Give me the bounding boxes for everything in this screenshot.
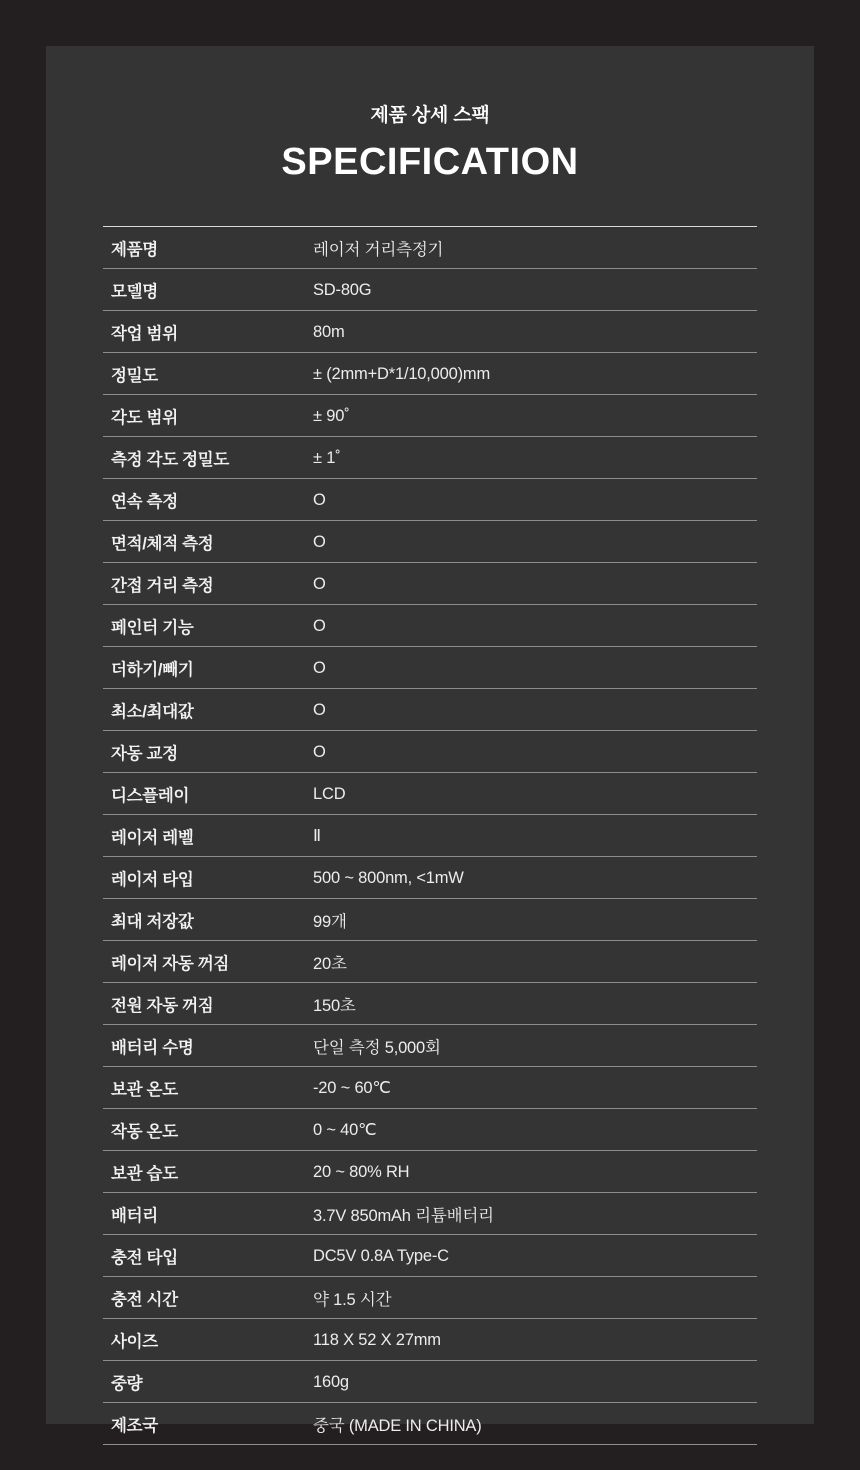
table-row bbox=[103, 1025, 757, 1067]
spec-label: 모델명 bbox=[111, 283, 158, 301]
spec-label: 제조국 bbox=[111, 1417, 158, 1435]
spec-label: 중량 bbox=[111, 1375, 143, 1393]
spec-value: 중국 (MADE IN CHINA) bbox=[313, 1417, 482, 1435]
spec-value: 160g bbox=[313, 1372, 349, 1391]
table-row bbox=[103, 353, 757, 395]
specification-table-body bbox=[103, 227, 757, 1445]
table-row bbox=[103, 311, 757, 353]
table-row bbox=[103, 479, 757, 521]
table-row bbox=[103, 689, 757, 731]
spec-label: 배터리 bbox=[111, 1207, 158, 1225]
table-row bbox=[103, 1193, 757, 1235]
spec-label: 정밀도 bbox=[111, 367, 158, 385]
table-row bbox=[103, 1109, 757, 1151]
table-row bbox=[103, 437, 757, 479]
table-row bbox=[103, 521, 757, 563]
spec-label: 페인터 기능 bbox=[111, 619, 194, 637]
spec-label: 충전 타입 bbox=[111, 1249, 178, 1267]
spec-value: O bbox=[313, 700, 326, 719]
spec-value: O bbox=[313, 658, 326, 677]
spec-value: 99개 bbox=[313, 913, 347, 931]
spec-value: 3.7V 850mAh 리튬배터리 bbox=[313, 1207, 494, 1225]
spec-value: 단일 측정 5,000회 bbox=[313, 1039, 441, 1057]
spec-label: 배터리 수명 bbox=[111, 1039, 194, 1057]
table-row bbox=[103, 605, 757, 647]
table-row bbox=[103, 563, 757, 605]
spec-label: 더하기/빼기 bbox=[111, 661, 194, 679]
spec-value: 약 1.5 시간 bbox=[313, 1291, 392, 1309]
table-row bbox=[103, 1361, 757, 1403]
table-row bbox=[103, 395, 757, 437]
spec-eyebrow: 제품 상세 스팩 bbox=[370, 105, 490, 126]
spec-value: 150초 bbox=[313, 997, 356, 1015]
spec-value: 500 ~ 800nm, <1mW bbox=[313, 868, 464, 887]
spec-label: 충전 시간 bbox=[111, 1291, 178, 1309]
spec-label: 보관 습도 bbox=[111, 1165, 178, 1183]
spec-label: 최대 저장값 bbox=[111, 913, 194, 931]
spec-label: 자동 교정 bbox=[111, 745, 178, 763]
spec-value: 0 ~ 40℃ bbox=[313, 1121, 377, 1139]
specification-table bbox=[103, 226, 757, 1445]
table-row bbox=[103, 1067, 757, 1109]
spec-label: 레이저 타입 bbox=[111, 871, 194, 889]
spec-label: 최소/최대값 bbox=[111, 703, 194, 721]
spec-value: 80m bbox=[313, 322, 345, 341]
table-row bbox=[103, 983, 757, 1025]
spec-value: O bbox=[313, 490, 326, 509]
spec-label: 제품명 bbox=[111, 241, 158, 259]
spec-label: 전원 자동 꺼짐 bbox=[111, 997, 214, 1015]
table-row bbox=[103, 647, 757, 689]
spec-value: 레이저 거리측정기 bbox=[313, 241, 444, 259]
table-row bbox=[103, 857, 757, 899]
spec-label: 레이저 자동 꺼짐 bbox=[111, 955, 230, 973]
spec-value: O bbox=[313, 742, 326, 761]
spec-value: ± 90˚ bbox=[313, 406, 350, 425]
table-row bbox=[103, 1319, 757, 1361]
spec-value: 20초 bbox=[313, 955, 347, 973]
spec-label: 간접 거리 측정 bbox=[111, 577, 214, 595]
spec-value: ± (2mm+D*1/10,000)mm bbox=[313, 364, 490, 383]
spec-value: -20 ~ 60℃ bbox=[313, 1079, 391, 1097]
spec-value: ± 1˚ bbox=[313, 448, 341, 467]
table-row bbox=[103, 269, 757, 311]
spec-label: 측정 각도 정밀도 bbox=[111, 451, 230, 469]
spec-value: Ⅱ bbox=[313, 827, 321, 845]
table-row bbox=[103, 1403, 757, 1445]
spec-label: 연속 측정 bbox=[111, 493, 178, 511]
spec-value: DC5V 0.8A Type-C bbox=[313, 1246, 449, 1265]
table-row bbox=[103, 1235, 757, 1277]
spec-value: 118 X 52 X 27mm bbox=[313, 1330, 441, 1349]
page-title: SPECIFICATION bbox=[281, 141, 579, 183]
table-row bbox=[103, 1277, 757, 1319]
spec-label: 디스플레이 bbox=[111, 787, 190, 805]
spec-header bbox=[46, 46, 814, 184]
spec-value: O bbox=[313, 574, 326, 593]
table-row bbox=[103, 773, 757, 815]
spec-label: 레이저 레벨 bbox=[111, 829, 194, 847]
spec-sheet bbox=[46, 46, 814, 1435]
spec-label: 작동 온도 bbox=[111, 1123, 178, 1141]
spec-label: 작업 범위 bbox=[111, 325, 178, 343]
spec-value: O bbox=[313, 616, 326, 635]
spec-value: O bbox=[313, 532, 326, 551]
table-row bbox=[103, 899, 757, 941]
spec-label: 면적/체적 측정 bbox=[111, 535, 214, 553]
table-row bbox=[103, 227, 757, 269]
spec-value: LCD bbox=[313, 784, 346, 803]
spec-label: 사이즈 bbox=[111, 1333, 158, 1351]
spec-value: 20 ~ 80% RH bbox=[313, 1162, 410, 1181]
table-row bbox=[103, 1151, 757, 1193]
spec-value: SD-80G bbox=[313, 280, 372, 299]
spec-label: 보관 온도 bbox=[111, 1081, 178, 1099]
table-row bbox=[103, 731, 757, 773]
table-row bbox=[103, 815, 757, 857]
spec-label: 각도 범위 bbox=[111, 409, 178, 427]
table-row bbox=[103, 941, 757, 983]
